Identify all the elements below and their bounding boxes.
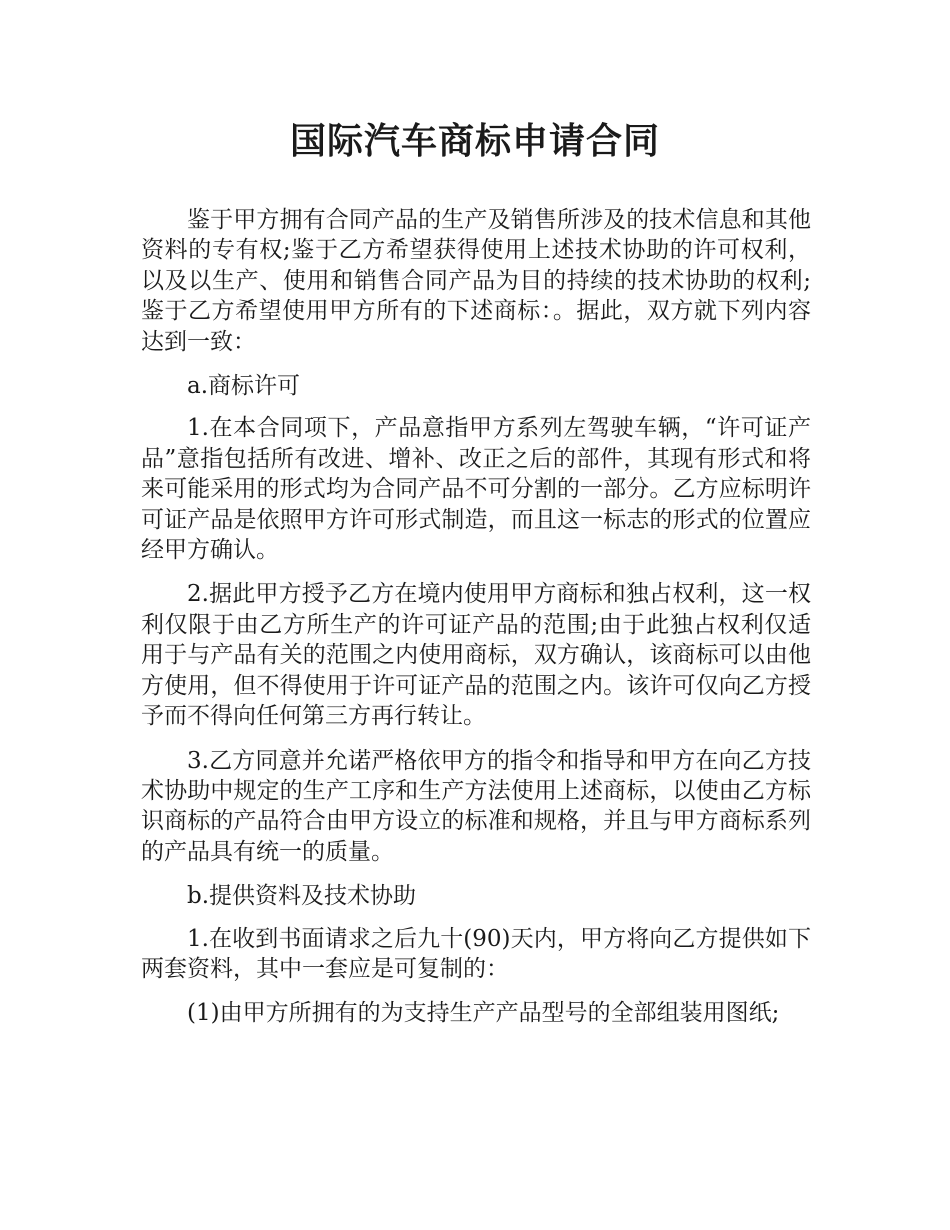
paragraph-a3: 3.乙方同意并允诺严格依甲方的指令和指导和甲方在向乙方技术协助中规定的生产工序和生产方法使用上述商标，以使由乙方标识商标的产品符合由甲方设立的标准和规格，并且与甲方商标系列的产品具有统一的质量。 bbox=[141, 747, 811, 865]
paragraph-a1: 1.在本合同项下，产品意指甲方系列左驾驶车辆，“许可证产品”意指包括所有改进、增补、改正之后的部件，其现有形式和将来可能采用的形式均为合同产品不可分割的一部分。乙方应标明许可证产品是依照甲方许可形式制造，而且这一标志的形式的位置应经甲方确认。 bbox=[141, 415, 811, 564]
section-heading-a: a.商标许可 bbox=[187, 373, 301, 400]
document-title: 国际汽车商标申请合同 bbox=[289, 121, 660, 162]
document-body bbox=[141, 205, 811, 1043]
paragraph-b1: 1.在收到书面请求之后九十(90)天内，甲方将向乙方提供如下两套资料，其中一套应是可复制的： bbox=[141, 925, 811, 982]
paragraph-a2: 2.据此甲方授予乙方在境内使用甲方商标和独占权利，这一权利仅限于由乙方所生产的许可证产品的范围;由于此独占权利仅适用于与产品有关的范围之内使用商标，双方确认，该商标可以由他方使用，但不得使用于许可证产品的范围之内。该许可仅向乙方授予而不得向任何第三方再行转让。 bbox=[141, 581, 811, 730]
paragraph-preamble: 鉴于甲方拥有合同产品的生产及销售所涉及的技术信息和其他资料的专有权;鉴于乙方希望获得使用上述技术协助的许可权利，以及以生产、使用和销售合同产品为目的持续的技术协助的权利;鉴于乙方希望使用甲方所有的下述商标：。据此，双方就下列内容达到一致： bbox=[141, 207, 811, 355]
section-heading-b: b.提供资料及技术协助 bbox=[187, 883, 417, 910]
paragraph-b1-item1: (1)由甲方所拥有的为支持生产产品型号的全部组装用图纸; bbox=[187, 1000, 780, 1027]
